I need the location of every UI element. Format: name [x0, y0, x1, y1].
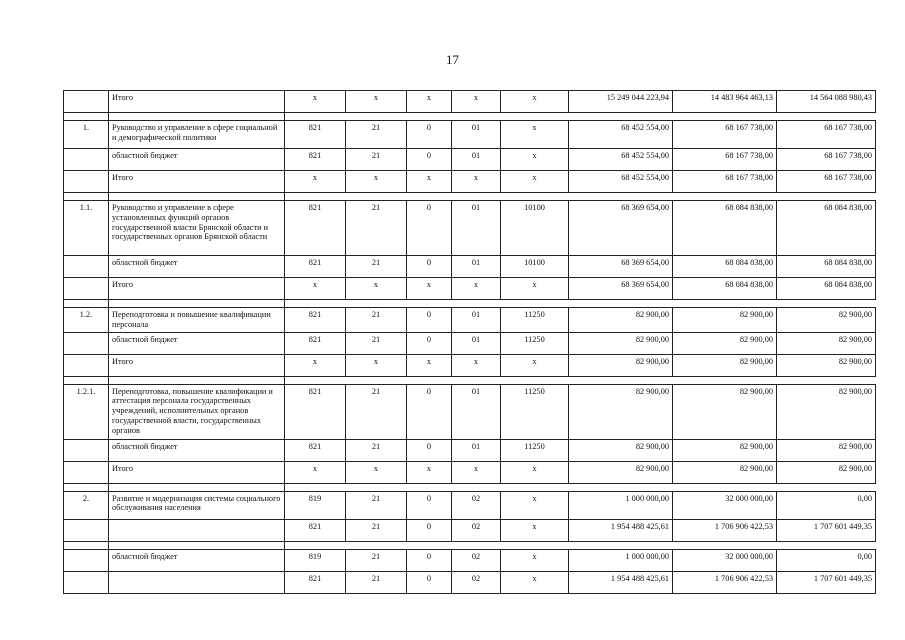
row-name: Переподготовка и повышение квалификации персонала [109, 308, 285, 333]
spacer-cell [407, 541, 452, 549]
code-om: 02 [452, 491, 501, 519]
table-body [64, 91, 876, 594]
row-name: Итого [109, 354, 285, 376]
amount-year-1: 82 900,00 [569, 384, 673, 439]
spacer-cell [285, 541, 346, 549]
row-number [64, 571, 109, 593]
code-napr: 11250 [501, 308, 569, 333]
code-pp: х [346, 354, 407, 376]
row-name: Итого [109, 461, 285, 483]
amount-year-3: 1 707 601 449,35 [777, 571, 876, 593]
amount-year-2: 68 167 738,00 [673, 171, 777, 193]
spacer-cell [673, 541, 777, 549]
amount-year-1: 68 369 654,00 [569, 278, 673, 300]
code-gp: 819 [285, 491, 346, 519]
code-om: х [452, 354, 501, 376]
row-name [109, 519, 285, 541]
code-napr: 10100 [501, 201, 569, 256]
row-number: 1.2.1. [64, 384, 109, 439]
spacer-cell [501, 193, 569, 201]
table-row [64, 201, 876, 256]
spacer-cell [64, 541, 109, 549]
amount-year-2: 82 900,00 [673, 354, 777, 376]
table-row [64, 519, 876, 541]
amount-year-3: 14 564 088 980,43 [777, 91, 876, 113]
code-gp: х [285, 354, 346, 376]
row-name: областной бюджет [109, 439, 285, 461]
spacer-cell [501, 483, 569, 491]
code-napr: х [501, 149, 569, 171]
spacer-cell [569, 193, 673, 201]
spacer-cell [407, 376, 452, 384]
amount-year-2: 82 900,00 [673, 332, 777, 354]
amount-year-1: 1 000 000,00 [569, 549, 673, 571]
row-name: Руководство и управление в сфере социальной и демографической политики [109, 121, 285, 149]
amount-year-2: 1 706 906 422,53 [673, 519, 777, 541]
code-osnm: х [407, 278, 452, 300]
code-gp: х [285, 461, 346, 483]
code-pp: 21 [346, 519, 407, 541]
amount-year-1: 68 369 654,00 [569, 256, 673, 278]
code-om: 01 [452, 121, 501, 149]
amount-year-1: 68 369 654,00 [569, 201, 673, 256]
code-gp: х [285, 91, 346, 113]
spacer-cell [109, 300, 285, 308]
code-pp: 21 [346, 308, 407, 333]
code-napr: 10100 [501, 256, 569, 278]
spacer-cell [452, 113, 501, 121]
amount-year-1: 15 249 044 223,94 [569, 91, 673, 113]
spacer-cell [777, 376, 876, 384]
table-row [64, 491, 876, 519]
row-name: областной бюджет [109, 256, 285, 278]
code-osnm: 0 [407, 571, 452, 593]
spacer-cell [64, 300, 109, 308]
spacer-cell [285, 300, 346, 308]
code-pp: 21 [346, 491, 407, 519]
spacer-cell [346, 376, 407, 384]
spacer-cell [452, 300, 501, 308]
code-pp: 21 [346, 439, 407, 461]
code-pp: 21 [346, 571, 407, 593]
row-name: Руководство и управление в сфере установленных функций органов государственной власти Брянской области и государственных органов Брянской области [109, 201, 285, 256]
amount-year-2: 68 084 838,00 [673, 201, 777, 256]
code-om: 01 [452, 201, 501, 256]
row-name: Итого [109, 278, 285, 300]
code-osnm: 0 [407, 201, 452, 256]
row-name: Итого [109, 171, 285, 193]
spacer-cell [109, 193, 285, 201]
spacer-cell [285, 483, 346, 491]
code-gp: 821 [285, 256, 346, 278]
spacer-cell [501, 300, 569, 308]
spacer-cell [673, 483, 777, 491]
amount-year-2: 68 167 738,00 [673, 149, 777, 171]
spacer-cell [777, 483, 876, 491]
code-gp: 821 [285, 384, 346, 439]
row-number [64, 439, 109, 461]
code-osnm: 0 [407, 149, 452, 171]
row-name: областной бюджет [109, 332, 285, 354]
spacer-cell [452, 541, 501, 549]
spacer-cell [569, 376, 673, 384]
spacer-cell [346, 541, 407, 549]
table-row [64, 549, 876, 571]
code-gp: 821 [285, 571, 346, 593]
spacer-cell [777, 113, 876, 121]
code-napr: х [501, 171, 569, 193]
code-napr: х [501, 121, 569, 149]
row-number [64, 256, 109, 278]
row-number [64, 91, 109, 113]
spacer-cell [407, 300, 452, 308]
code-om: х [452, 461, 501, 483]
table-row [64, 439, 876, 461]
table-row [64, 256, 876, 278]
code-pp: х [346, 278, 407, 300]
code-gp: х [285, 171, 346, 193]
code-om: 02 [452, 571, 501, 593]
amount-year-2: 82 900,00 [673, 384, 777, 439]
code-pp: х [346, 171, 407, 193]
row-name: Развитие и модернизация системы социального обслуживания населения [109, 491, 285, 519]
code-gp: 821 [285, 519, 346, 541]
code-napr: х [501, 354, 569, 376]
spacer-cell [285, 376, 346, 384]
row-spacer [64, 541, 876, 549]
spacer-cell [673, 376, 777, 384]
amount-year-1: 68 452 554,00 [569, 121, 673, 149]
spacer-cell [109, 541, 285, 549]
code-napr: х [501, 519, 569, 541]
amount-year-3: 68 084 838,00 [777, 278, 876, 300]
row-name: Итого [109, 91, 285, 113]
row-number: 1.2. [64, 308, 109, 333]
table-row [64, 91, 876, 113]
code-gp: 821 [285, 332, 346, 354]
row-number [64, 549, 109, 571]
amount-year-3: 0,00 [777, 491, 876, 519]
spacer-cell [109, 113, 285, 121]
amount-year-1: 1 954 488 425,61 [569, 519, 673, 541]
amount-year-3: 1 707 601 449,35 [777, 519, 876, 541]
amount-year-3: 82 900,00 [777, 461, 876, 483]
spacer-cell [346, 300, 407, 308]
amount-year-1: 1 000 000,00 [569, 491, 673, 519]
spacer-cell [285, 193, 346, 201]
amount-year-3: 68 167 738,00 [777, 149, 876, 171]
amount-year-2: 68 084 838,00 [673, 278, 777, 300]
code-osnm: х [407, 171, 452, 193]
spacer-cell [673, 193, 777, 201]
code-osnm: 0 [407, 256, 452, 278]
amount-year-3: 68 084 838,00 [777, 201, 876, 256]
amount-year-3: 82 900,00 [777, 439, 876, 461]
code-osnm: 0 [407, 384, 452, 439]
code-pp: 21 [346, 149, 407, 171]
row-spacer [64, 193, 876, 201]
code-napr: х [501, 461, 569, 483]
code-gp: 821 [285, 149, 346, 171]
spacer-cell [285, 113, 346, 121]
spacer-cell [673, 300, 777, 308]
spacer-cell [501, 113, 569, 121]
code-om: 01 [452, 308, 501, 333]
code-napr: 11250 [501, 332, 569, 354]
code-gp: 821 [285, 121, 346, 149]
row-number [64, 519, 109, 541]
spacer-cell [109, 376, 285, 384]
table-row [64, 278, 876, 300]
code-om: 01 [452, 332, 501, 354]
spacer-cell [777, 541, 876, 549]
code-napr: х [501, 571, 569, 593]
row-spacer [64, 376, 876, 384]
spacer-cell [407, 483, 452, 491]
code-osnm: 0 [407, 332, 452, 354]
amount-year-3: 82 900,00 [777, 308, 876, 333]
amount-year-2: 82 900,00 [673, 308, 777, 333]
amount-year-1: 82 900,00 [569, 354, 673, 376]
code-om: х [452, 171, 501, 193]
amount-year-2: 32 000 000,00 [673, 549, 777, 571]
table-row [64, 121, 876, 149]
code-pp: 21 [346, 201, 407, 256]
code-om: 01 [452, 384, 501, 439]
amount-year-2: 32 000 000,00 [673, 491, 777, 519]
amount-year-1: 82 900,00 [569, 308, 673, 333]
spacer-cell [64, 113, 109, 121]
spacer-cell [569, 113, 673, 121]
code-pp: 21 [346, 549, 407, 571]
row-name: областной бюджет [109, 149, 285, 171]
row-name: Переподготовка, повышение квалификации и аттестация персонала государственных учреждений, исполнительных органов государственной власти, государственных органов [109, 384, 285, 439]
code-om: 02 [452, 519, 501, 541]
code-pp: 21 [346, 332, 407, 354]
row-number: 1. [64, 121, 109, 149]
row-number [64, 354, 109, 376]
code-osnm: 0 [407, 549, 452, 571]
amount-year-1: 82 900,00 [569, 461, 673, 483]
spacer-cell [64, 193, 109, 201]
code-pp: 21 [346, 256, 407, 278]
row-spacer [64, 483, 876, 491]
spacer-cell [407, 193, 452, 201]
amount-year-3: 68 167 738,00 [777, 121, 876, 149]
spacer-cell [569, 300, 673, 308]
code-osnm: х [407, 91, 452, 113]
table-row [64, 384, 876, 439]
spacer-cell [452, 193, 501, 201]
code-pp: 21 [346, 384, 407, 439]
budget-table [63, 90, 876, 594]
code-om: 02 [452, 549, 501, 571]
code-napr: 11250 [501, 384, 569, 439]
spacer-cell [346, 193, 407, 201]
row-number [64, 461, 109, 483]
code-pp: х [346, 91, 407, 113]
amount-year-2: 82 900,00 [673, 461, 777, 483]
amount-year-3: 82 900,00 [777, 384, 876, 439]
amount-year-3: 82 900,00 [777, 354, 876, 376]
spacer-cell [673, 113, 777, 121]
row-name: областной бюджет [109, 549, 285, 571]
row-number [64, 171, 109, 193]
spacer-cell [569, 541, 673, 549]
code-pp: х [346, 461, 407, 483]
page-number: 17 [446, 52, 459, 67]
code-gp: 821 [285, 308, 346, 333]
code-osnm: х [407, 354, 452, 376]
amount-year-3: 82 900,00 [777, 332, 876, 354]
code-om: х [452, 278, 501, 300]
code-om: х [452, 91, 501, 113]
row-spacer [64, 300, 876, 308]
spacer-cell [501, 376, 569, 384]
row-number: 1.1. [64, 201, 109, 256]
amount-year-1: 82 900,00 [569, 332, 673, 354]
spacer-cell [777, 300, 876, 308]
row-number [64, 332, 109, 354]
amount-year-1: 68 452 554,00 [569, 149, 673, 171]
code-osnm: 0 [407, 491, 452, 519]
code-osnm: 0 [407, 519, 452, 541]
amount-year-2: 1 706 906 422,53 [673, 571, 777, 593]
amount-year-3: 68 084 838,00 [777, 256, 876, 278]
amount-year-3: 68 167 738,00 [777, 171, 876, 193]
amount-year-2: 68 167 738,00 [673, 121, 777, 149]
spacer-cell [569, 483, 673, 491]
amount-year-2: 82 900,00 [673, 439, 777, 461]
spacer-cell [452, 483, 501, 491]
code-napr: х [501, 278, 569, 300]
code-napr: х [501, 91, 569, 113]
row-name [109, 571, 285, 593]
spacer-cell [346, 113, 407, 121]
row-number [64, 278, 109, 300]
code-om: 01 [452, 256, 501, 278]
amount-year-3: 0,00 [777, 549, 876, 571]
table-row [64, 332, 876, 354]
code-napr: х [501, 549, 569, 571]
table-row [64, 354, 876, 376]
code-osnm: 0 [407, 439, 452, 461]
table-row [64, 461, 876, 483]
code-napr: х [501, 491, 569, 519]
code-napr: 11250 [501, 439, 569, 461]
code-gp: 821 [285, 439, 346, 461]
code-gp: 821 [285, 201, 346, 256]
code-om: 01 [452, 439, 501, 461]
table-row [64, 571, 876, 593]
code-osnm: 0 [407, 308, 452, 333]
code-gp: х [285, 278, 346, 300]
code-osnm: 0 [407, 121, 452, 149]
row-number [64, 149, 109, 171]
code-osnm: х [407, 461, 452, 483]
amount-year-1: 68 452 554,00 [569, 171, 673, 193]
code-pp: 21 [346, 121, 407, 149]
amount-year-2: 68 084 838,00 [673, 256, 777, 278]
code-om: 01 [452, 149, 501, 171]
spacer-cell [64, 376, 109, 384]
spacer-cell [109, 483, 285, 491]
spacer-cell [407, 113, 452, 121]
spacer-cell [777, 193, 876, 201]
code-gp: 819 [285, 549, 346, 571]
amount-year-1: 82 900,00 [569, 439, 673, 461]
table-row [64, 171, 876, 193]
amount-year-1: 1 954 488 425,61 [569, 571, 673, 593]
spacer-cell [501, 541, 569, 549]
row-number: 2. [64, 491, 109, 519]
table-row [64, 308, 876, 333]
spacer-cell [64, 483, 109, 491]
amount-year-2: 14 483 964 463,13 [673, 91, 777, 113]
spacer-cell [452, 376, 501, 384]
spacer-cell [346, 483, 407, 491]
row-spacer [64, 113, 876, 121]
table-row [64, 149, 876, 171]
